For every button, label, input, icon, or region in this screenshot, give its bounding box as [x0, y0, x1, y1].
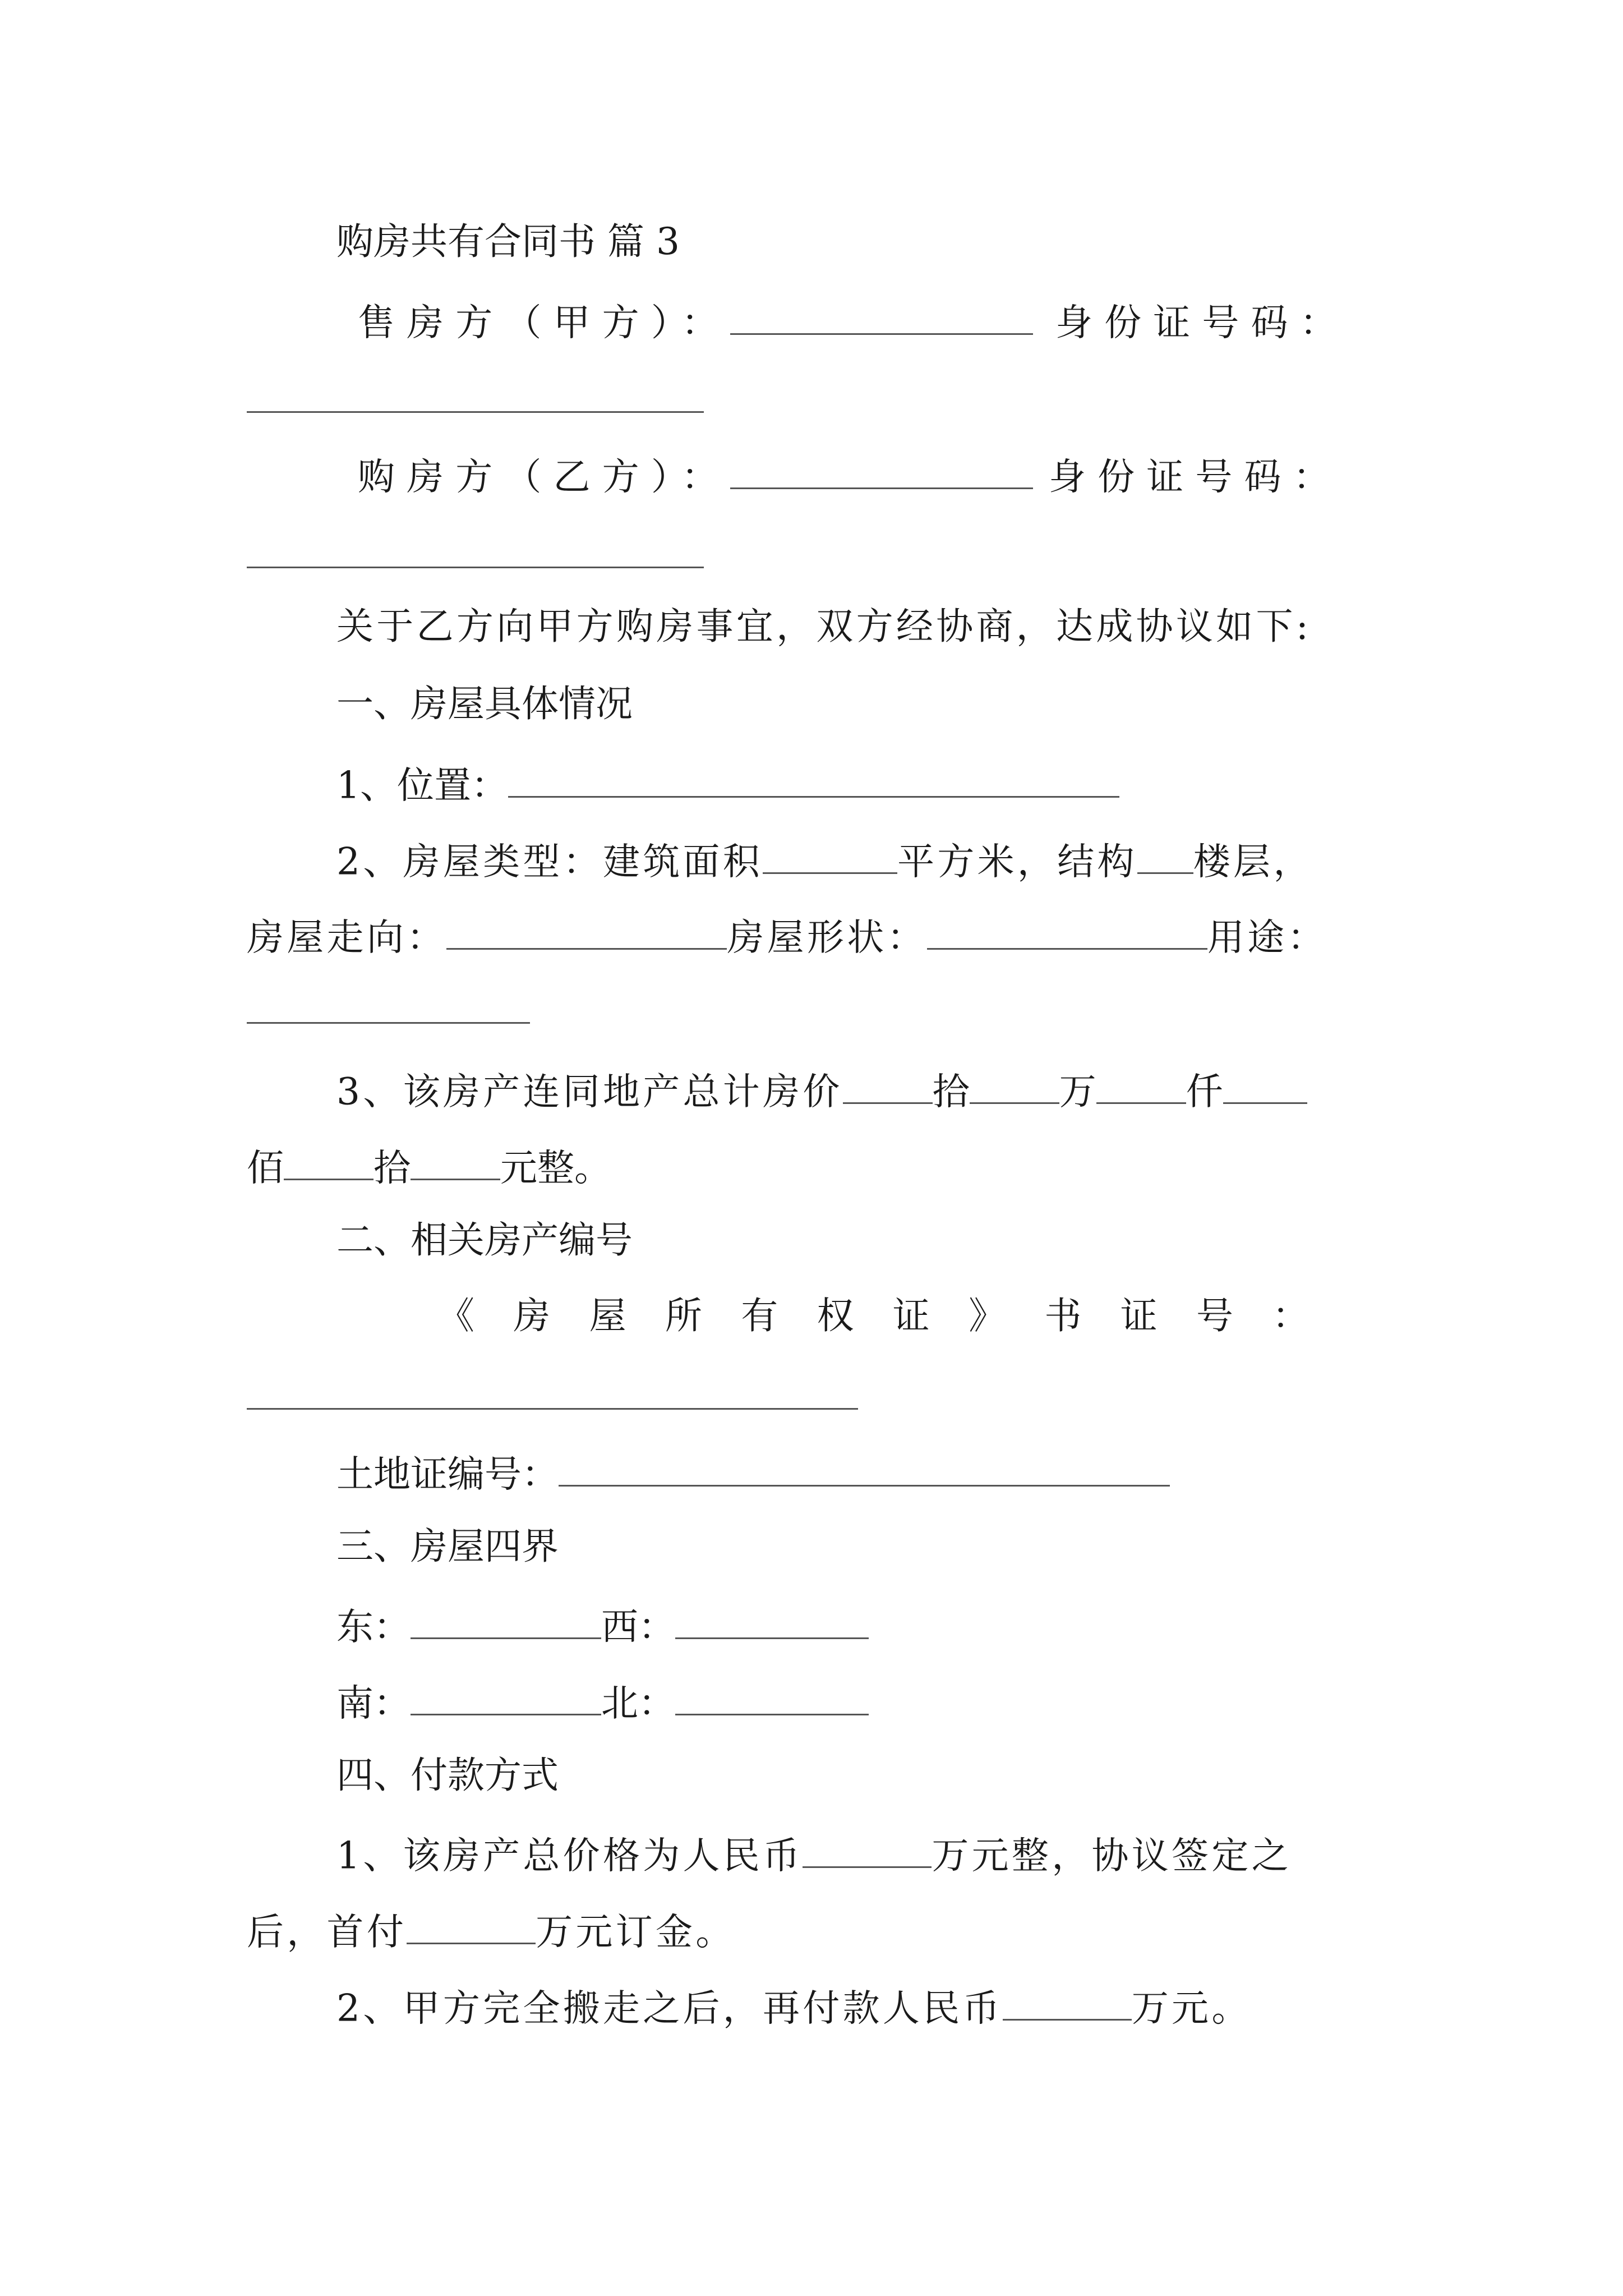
price-blank-2[interactable] [970, 1069, 1059, 1104]
section-2-heading: 二、相关房产编号 [336, 1218, 633, 1262]
west-blank[interactable] [675, 1604, 869, 1639]
boundary-east-west: 东： 西： [336, 1604, 869, 1645]
buyer-line [358, 454, 1342, 499]
item-type-line2: 房屋走向： 房屋形状： 用途： [247, 915, 1327, 959]
boundary-south-north: 南： 北： [336, 1681, 869, 1722]
cert-number-line: 《房屋所有权证》书证号： [437, 1294, 1348, 1337]
intro-paragraph: 关于乙方向甲方购房事宜，双方经协商，达成协议如下: [336, 605, 1312, 648]
item-type-line1: 2、房屋类型：建筑面积 平方米，结构 楼层， [336, 840, 1313, 884]
section-3-heading: 三、房屋四界 [336, 1525, 559, 1568]
seller-label: 售房方（甲方）： [358, 301, 730, 344]
orientation-blank[interactable] [446, 915, 727, 950]
land-cert-blank[interactable] [559, 1452, 1170, 1487]
seller-id-blank[interactable] [247, 411, 704, 413]
payment-1-line2: 后，首付 万元订金。 [247, 1910, 736, 1954]
location-blank[interactable] [508, 763, 1119, 798]
price-blank-5[interactable] [284, 1145, 374, 1180]
land-cert-line: 土地证编号： [336, 1452, 1170, 1493]
area-blank[interactable] [763, 839, 897, 874]
buyer-label: 购房方（乙方）： [358, 455, 730, 499]
cert-number-blank[interactable] [247, 1408, 858, 1410]
buyer-name-blank[interactable] [730, 454, 1033, 489]
seller-name-blank[interactable] [730, 300, 1033, 335]
payment-1-line1: 1、该房产总价格为人民币 万元整，协议签定之 [336, 1834, 1292, 1878]
seller-id-label: 身份证号码： [1055, 301, 1349, 344]
price-blank-4[interactable] [1223, 1069, 1307, 1104]
south-blank[interactable] [411, 1681, 601, 1715]
price-blank-6[interactable] [411, 1145, 500, 1180]
item-price-line2: 佰 拾 元整。 [247, 1146, 611, 1190]
north-blank[interactable] [675, 1681, 869, 1715]
final-payment-blank[interactable] [1003, 1986, 1132, 2021]
section-4-heading: 四、付款方式 [336, 1754, 559, 1797]
east-blank[interactable] [411, 1604, 601, 1639]
seller-line [358, 300, 1349, 344]
payment-2-line: 2、甲方完全搬走之后，再付款人民币 万元。 [336, 1986, 1252, 2030]
buyer-id-blank[interactable] [247, 567, 704, 568]
deposit-blank[interactable] [407, 1910, 536, 1944]
item-price-line1: 3、该房产连同地产总计房价 拾 万 仟 [336, 1069, 1307, 1110]
section-1-heading: 一、房屋具体情况 [336, 682, 633, 725]
structure-blank[interactable] [1137, 839, 1193, 874]
total-price-blank[interactable] [803, 1833, 932, 1868]
usage-blank[interactable] [247, 1022, 530, 1024]
buyer-id-label: 身份证号码： [1048, 455, 1342, 499]
shape-blank[interactable] [927, 915, 1207, 950]
item-location: 1、位置： [336, 763, 1119, 804]
price-blank-3[interactable] [1096, 1069, 1186, 1104]
price-blank-1[interactable] [843, 1069, 933, 1104]
doc-title: 购房共有合同书 篇 3 [336, 220, 680, 263]
